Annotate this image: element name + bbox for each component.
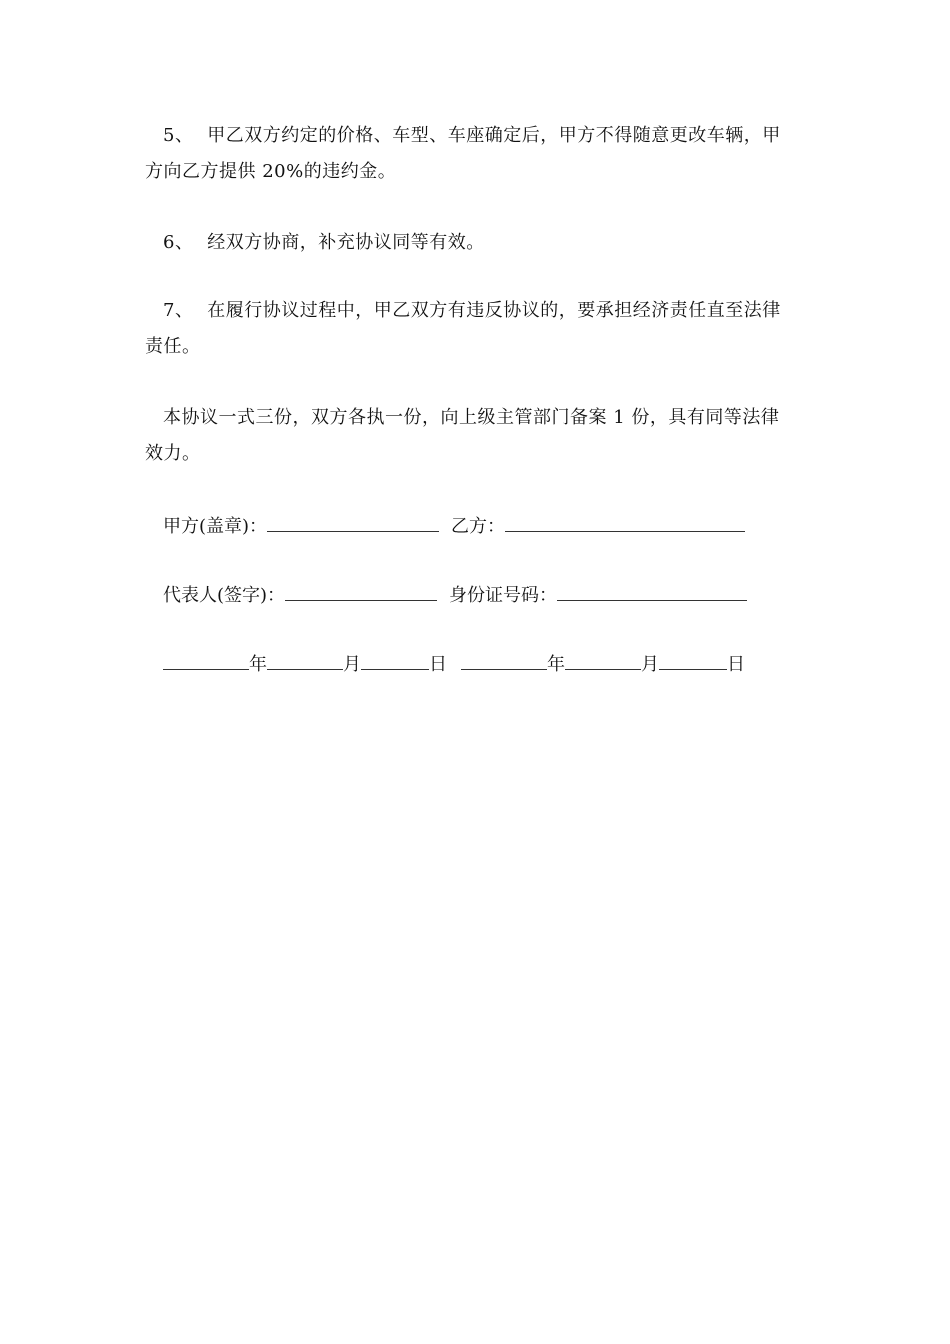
- day-label: 日: [727, 654, 745, 675]
- month-label: 月: [343, 654, 361, 675]
- closing-text: 效力。: [145, 443, 201, 464]
- representative-signature-field[interactable]: [285, 582, 437, 601]
- signature-row-parties: [163, 513, 745, 539]
- year-label: 年: [249, 654, 267, 675]
- clause-number: 6、: [163, 232, 194, 253]
- clause-6: [145, 225, 805, 261]
- closing-text: 本协议一式三份，双方各执一份，向上级主管部门备案 1 份，具有同等法律: [163, 407, 780, 428]
- clause-7: [145, 293, 805, 365]
- year-label: 年: [547, 654, 565, 675]
- party-a-year-field[interactable]: [163, 651, 249, 670]
- date-row: [163, 651, 745, 677]
- clause-text: 甲乙双方约定的价格、车型、车座确定后，甲方不得随意更改车辆，甲: [207, 125, 781, 146]
- clause-text: 在履行协议过程中，甲乙双方有违反协议的，要承担经济责任直至法律: [207, 300, 781, 321]
- party-b-day-field[interactable]: [659, 651, 727, 670]
- id-number-label: 身份证号码：: [449, 585, 558, 606]
- clause-text: 经双方协商，补充协议同等有效。: [207, 232, 485, 253]
- party-a-seal-field[interactable]: [267, 513, 439, 532]
- party-b-field[interactable]: [505, 513, 745, 532]
- clause-text: 方向乙方提供 20%的违约金。: [145, 161, 397, 182]
- clause-number: 7、: [163, 300, 194, 321]
- signature-row-representative: [163, 582, 747, 608]
- party-a-month-field[interactable]: [267, 651, 343, 670]
- clause-number: 5、: [163, 125, 194, 146]
- month-label: 月: [641, 654, 659, 675]
- day-label: 日: [429, 654, 447, 675]
- representative-label: 代表人(签字)：: [163, 585, 286, 606]
- clause-text: 责任。: [145, 336, 201, 357]
- party-b-label: 乙方：: [451, 516, 506, 537]
- closing-paragraph: [145, 400, 805, 472]
- party-a-label: 甲方(盖章)：: [163, 516, 268, 537]
- party-b-month-field[interactable]: [565, 651, 641, 670]
- party-a-day-field[interactable]: [361, 651, 429, 670]
- party-b-year-field[interactable]: [461, 651, 547, 670]
- clause-5: [145, 118, 805, 190]
- id-number-field[interactable]: [557, 582, 747, 601]
